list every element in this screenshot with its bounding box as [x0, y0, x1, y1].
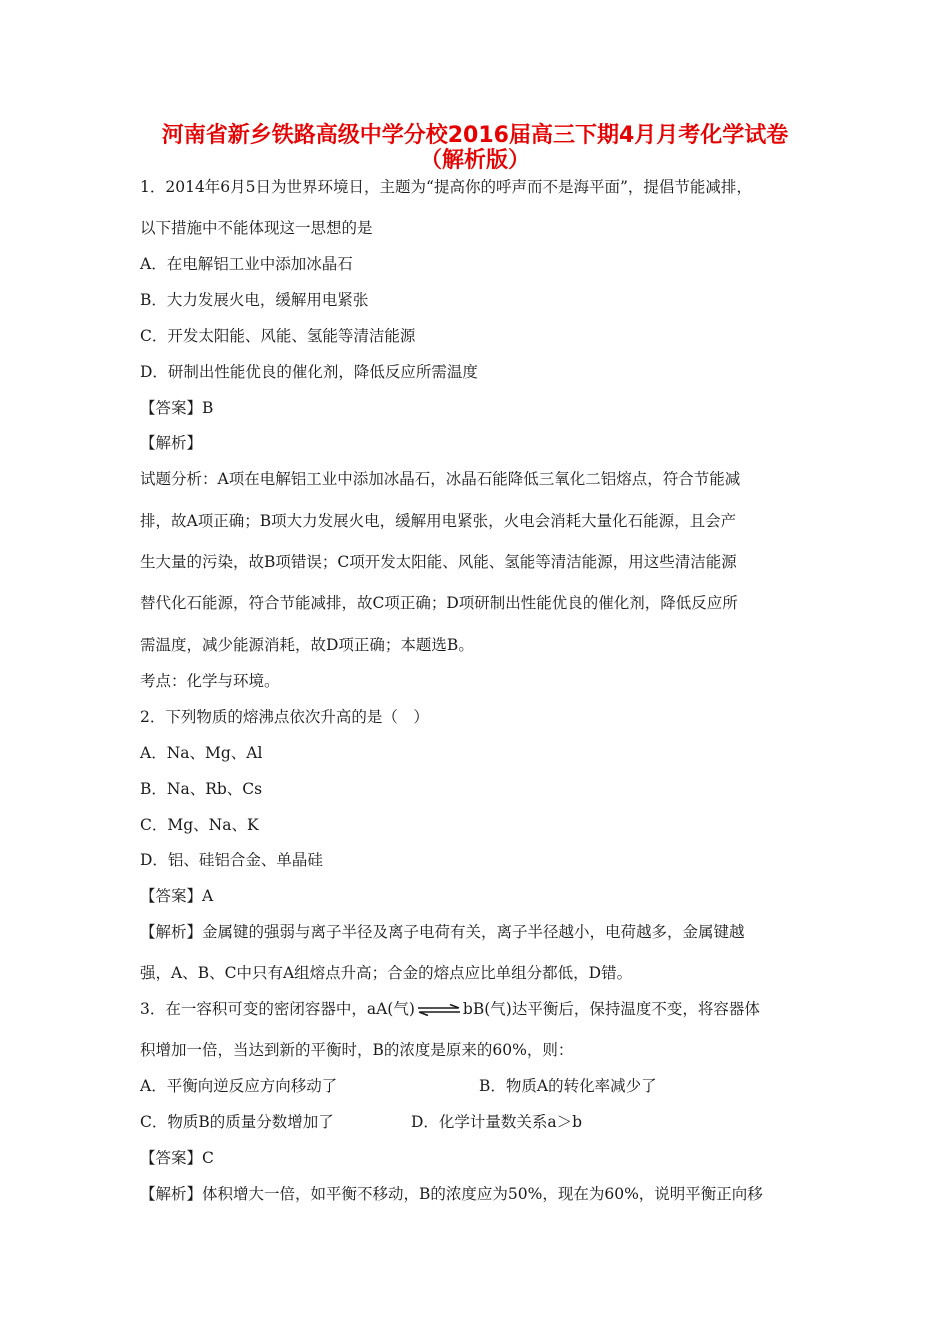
- exam-title-subtitle: （解析版）: [419, 148, 530, 173]
- q2-option-b: B．Na、Rb、Cs: [140, 780, 263, 798]
- q1-option-c: C．开发太阳能、风能、氢能等清洁能源: [140, 327, 416, 345]
- q3-stem-line1: [140, 999, 760, 1019]
- equilibrium-arrow-icon: [416, 1004, 462, 1016]
- q3-option-b: B．物质A的转化率减少了: [479, 1077, 657, 1095]
- q2-option-a: A．Na、Mg、Al: [140, 744, 263, 762]
- q2-analysis-line1: 【解析】金属键的强弱与离子半径及离子电荷有关，离子半径越小，电荷越多，金属键越: [140, 923, 745, 941]
- q3-stem-line2: 积增加一倍，当达到新的平衡时，B的浓度是原来的60%，则：: [140, 1041, 574, 1059]
- q3-stem-part2: bB(气)达平衡后，保持温度不变，将容器体: [462, 1000, 760, 1018]
- exam-title: 河南省新乡铁路高级中学分校2016届高三下期4月月考化学试卷: [161, 123, 789, 148]
- q1-kaodian: 考点：化学与环境。: [140, 672, 280, 690]
- q1-analysis-line2: 排，故A项正确；B项大力发展火电，缓解用电紧张，火电会消耗大量化石能源，且会产: [140, 512, 737, 530]
- q1-stem-line2: 以下措施中不能体现这一思想的是: [140, 219, 373, 237]
- q1-analysis-line5: 需温度，减少能源消耗，故D项正确；本题选B。: [140, 636, 474, 654]
- q3-option-a: A．平衡向逆反应方向移动了: [140, 1077, 338, 1095]
- q1-analysis-line3: 生大量的污染，故B项错误；C项开发太阳能、风能、氢能等清洁能源，用这些清洁能源: [140, 553, 737, 571]
- q3-option-c: C．物质B的质量分数增加了: [140, 1113, 334, 1131]
- q1-option-b: B．大力发展火电，缓解用电紧张: [140, 291, 369, 309]
- q1-option-d: D．研制出性能优良的催化剂，降低反应所需温度: [140, 363, 478, 381]
- q2-stem: 2．下列物质的熔沸点依次升高的是（ ）: [140, 708, 429, 726]
- q2-option-d: D．铝、硅铝合金、单晶硅: [140, 851, 323, 869]
- q2-analysis-line2: 强，A、B、C中只有A组熔点升高；合金的熔点应比单组分都低，D错。: [140, 964, 633, 982]
- q2-option-c: C．Mg、Na、K: [140, 816, 259, 834]
- q3-answer: 【答案】C: [140, 1149, 214, 1167]
- q1-answer: 【答案】B: [140, 399, 214, 417]
- q1-analysis-line1: 试题分析：A项在电解铝工业中添加冰晶石，冰晶石能降低三氧化二铝熔点，符合节能减: [140, 470, 741, 488]
- q3-stem-part1: 3．在一容积可变的密闭容器中，aA(气): [140, 1000, 415, 1018]
- q1-analysis-label: 【解析】: [140, 434, 203, 452]
- q1-option-a: A．在电解铝工业中添加冰晶石: [140, 255, 353, 273]
- q2-answer: 【答案】A: [140, 887, 214, 905]
- q1-stem-line1: 1．2014年6月5日为世界环境日，主题为“提高你的呼声而不是海平面”，提倡节能减排，: [140, 178, 752, 196]
- q3-analysis-line1: 【解析】体积增大一倍，如平衡不移动，B的浓度应为50%，现在为60%，说明平衡正向移: [140, 1185, 763, 1203]
- q3-option-d: D．化学计量数关系a＞b: [411, 1113, 583, 1131]
- q1-analysis-line4: 替代化石能源，符合节能减排，故C项正确；D项研制出性能优良的催化剂，降低反应所: [140, 594, 738, 612]
